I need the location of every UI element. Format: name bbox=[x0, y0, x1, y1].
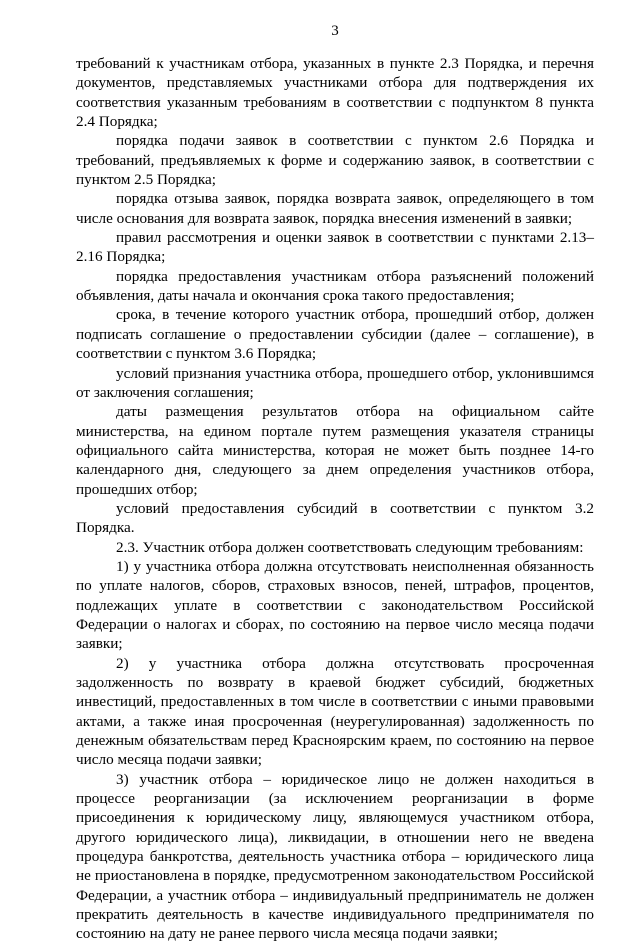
paragraph-section-2-3: 2.3. Участник отбора должен соответствовать следующим требованиям: bbox=[116, 538, 584, 556]
page-number: 3 bbox=[331, 23, 339, 39]
paragraph-clarifications: порядка предоставления участникам отбора разъяснений положений объявления, даты начала и окончания срока такого предоставления; bbox=[76, 267, 594, 305]
paragraph-requirements-list: требований к участникам отбора, указанных в пункте 2.3 Порядка, и перечня документов, представляемых участниками отбора для подтверждения их соответствия указанным требованиям в соответствии с подпунктом 8 пункта 2.4 Порядка; bbox=[76, 55, 594, 131]
paragraph-subsidy-conditions: условий предоставления субсидий в соответствии с пунктом 3.2 Порядка. bbox=[76, 499, 594, 537]
paragraph-requirement-2: 2) у участника отбора должна отсутствовать просроченная задолженность по возврату в краевой бюджет субсидий, бюджетных инвестиций, предоставленных в том числе в соответствии с иными правовыми актами, а также иная просроченная (неурегулированная) задолженность по денежным обязательствам перед Красноярским краем, по состоянию на первое число месяца подачи заявки; bbox=[76, 654, 594, 769]
paragraph-submission-order: порядка подачи заявок в соответствии с пунктом 2.6 Порядка и требований, предъявляемых к форме и содержанию заявок, в соответствии с пунктом 2.5 Порядка; bbox=[76, 132, 594, 189]
paragraph-requirement-3: 3) участник отбора – юридическое лицо не должен находиться в процессе реорганизации (за исключением реорганизации в форме присоединения к юридическому лицу, являющемуся участником отбора, другого юридического лица), ликвидации, в отношении него не введена процедура банкротства, деятельность участника отбора – юридического лица не приостановлена в порядке, предусмотренном законодательством Российской Федерации, а участник отбора – индивидуальный предприниматель не должен прекратить деятельность в качестве индивидуального предпринимателя по состоянию на дату не ранее первого числа месяца подачи заявки; bbox=[76, 770, 594, 943]
paragraph-agreement-term: срока, в течение которого участник отбора, прошедший отбор, должен подписать соглашение о предоставлении субсидии (далее – соглашение), в соответствии с пунктом 3.6 Порядка; bbox=[76, 306, 594, 363]
paragraph-withdrawal-order: порядка отзыва заявок, порядка возврата заявок, определяющего в том числе основания для возврата заявок, порядка внесения изменений в заявки; bbox=[76, 190, 594, 227]
paragraph-evaluation-rules: правил рассмотрения и оценки заявок в соответствии с пунктами 2.13–2.16 Порядка; bbox=[76, 229, 594, 266]
paragraph-results-publication: даты размещения результатов отбора на официальном сайте министерства, на едином портале путем размещения указателя страницы официального сайта министерства, которая не может быть позднее 14-го календарного дня, следующего за днем определения участников отбора, прошедших отбор; bbox=[76, 403, 594, 498]
paragraph-requirement-1: 1) у участника отбора должна отсутствовать неисполненная обязанность по уплате налогов, сборов, страховых взносов, пеней, штрафов, процентов, подлежащих уплате в соответствии с законодательством Российской Федерации о налогах и сборах, по состоянию на первое число месяца подачи заявки; bbox=[76, 557, 594, 653]
paragraph-evasion-conditions: условий признания участника отбора, прошедшего отбор, уклонившимся от заключения соглашения; bbox=[76, 364, 594, 401]
document-page bbox=[76, 22, 594, 944]
